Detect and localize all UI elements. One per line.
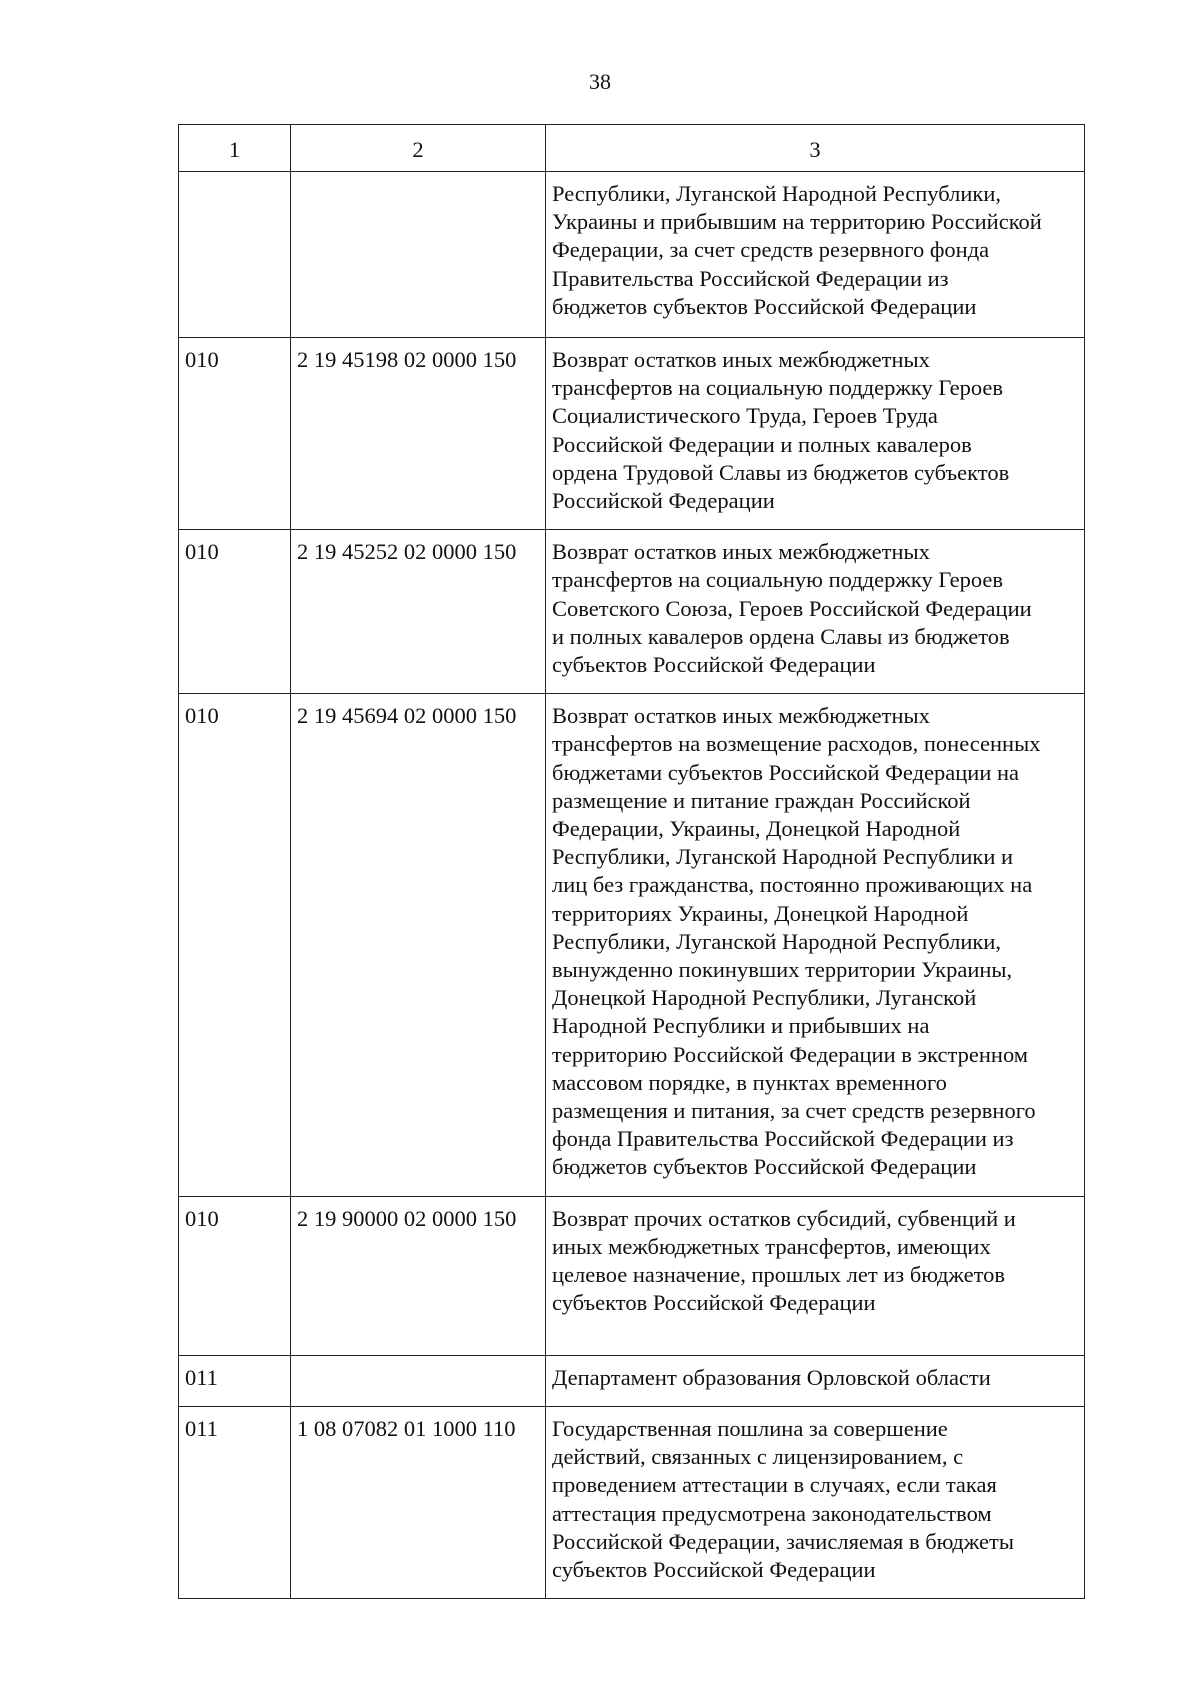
description-cell: Возврат остатков иных межбюджетных трансфертов на возмещение расходов, понесенных бюджетами субъектов Российской Федерации на размещение и питание граждан Российской Федерации, Украины, Донецкой Народной Республики, Луганской Народной Республики и лиц без гражданства, постоянно проживающих на территориях Украины, Донецкой Народной Республики, Луганской Народной Республики, вынужденно покинувших территории Украины, Донецкой Народной Республики, Луганской Народной Республики и прибывших на территорию Российской Федерации в экстренном массовом порядке, в пунктах временного размещения и питания, за счет средств резервного фонда Правительства Российской Федерации из бюджетов субъектов Российской Федерации [546,694,1085,1196]
table-row [179,530,1085,694]
kbk-code-cell: 1 08 07082 01 1000 110 [291,1406,546,1598]
budget-classification-table [178,124,1085,1599]
header-cell-2: 2 [291,125,546,172]
description-cell: Возврат прочих остатков субсидий, субвенций и иных межбюджетных трансфертов, имеющих целевое назначение, прошлых лет из бюджетов субъектов Российской Федерации [546,1196,1085,1355]
table-header-row [179,125,1085,172]
admin-code-cell [179,172,291,338]
table-row [179,1406,1085,1598]
table-row [179,694,1085,1196]
description-cell: Республики, Луганской Народной Республики, Украины и прибывшим на территорию Российской Федерации, за счет средств резервного фонда Правительства Российской Федерации из бюджетов субъектов Российской Федерации [546,172,1085,338]
header-cell-1: 1 [179,125,291,172]
admin-code-cell: 010 [179,530,291,694]
table-row [179,172,1085,338]
kbk-code-cell: 2 19 45694 02 0000 150 [291,694,546,1196]
description-cell: Департамент образования Орловской области [546,1355,1085,1406]
kbk-code-cell: 2 19 45198 02 0000 150 [291,338,546,530]
table-row [179,338,1085,530]
kbk-code-cell: 2 19 45252 02 0000 150 [291,530,546,694]
header-cell-3: 3 [546,125,1085,172]
kbk-code-cell [291,1355,546,1406]
admin-code-cell: 010 [179,338,291,530]
admin-code-cell: 011 [179,1406,291,1598]
admin-code-cell: 011 [179,1355,291,1406]
kbk-code-cell [291,172,546,338]
description-cell: Государственная пошлина за совершение действий, связанных с лицензированием, с проведением аттестации в случаях, если такая аттестация предусмотрена законодательством Российской Федерации, зачисляемая в бюджеты субъектов Российской Федерации [546,1406,1085,1598]
kbk-code-cell: 2 19 90000 02 0000 150 [291,1196,546,1355]
page-number: 38 [589,69,611,94]
admin-code-cell: 010 [179,694,291,1196]
description-cell: Возврат остатков иных межбюджетных трансфертов на социальную поддержку Героев Социалистического Труда, Героев Труда Российской Федерации и полных кавалеров ордена Трудовой Славы из бюджетов субъектов Российской Федерации [546,338,1085,530]
table-row [179,1355,1085,1406]
description-cell: Возврат остатков иных межбюджетных трансфертов на социальную поддержку Героев Советского Союза, Героев Российской Федерации и полных кавалеров ордена Славы из бюджетов субъектов Российской Федерации [546,530,1085,694]
admin-code-cell: 010 [179,1196,291,1355]
table-row [179,1196,1085,1355]
